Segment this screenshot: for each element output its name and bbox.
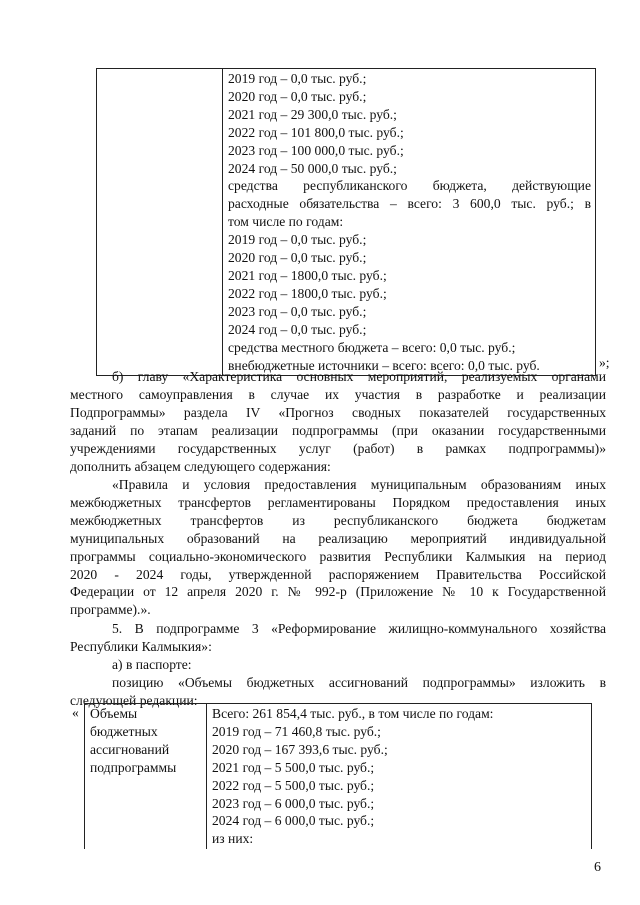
paragraph-5 bbox=[70, 620, 606, 656]
quoted-line: программы социально-экономического развития Республики Калмыкия на период bbox=[70, 548, 606, 564]
paragraph-position-line: позицию «Объемы бюджетных ассигнований подпрограммы» изложить в bbox=[112, 675, 606, 690]
paragraph-b-line: учреждениями государственных услуг (работ) в рамках подпрограммы)» bbox=[70, 440, 606, 456]
table2-line: 2022 год – 5 500,0 тыс. руб.; bbox=[212, 777, 375, 793]
table1-line: том числе по годам: bbox=[228, 214, 344, 230]
table1-line: 2019 год – 0,0 тыс. руб.; bbox=[228, 232, 367, 248]
table1-closing-quote: »; bbox=[599, 355, 610, 370]
quoted-line: программе).». bbox=[70, 602, 151, 618]
paragraph-b-line: местного самоуправления в случае их участия в разработке и реализации bbox=[70, 386, 606, 402]
table1-line: 2020 год – 0,0 тыс. руб.; bbox=[228, 250, 367, 266]
quoted-line: Федерации от 12 апреля 2020 г. № 992-р (Приложение № 10 к Государственной bbox=[70, 584, 606, 600]
page-number: 6 bbox=[594, 860, 601, 875]
quoted-line: межбюджетных трансфертов регламентированы Порядком предоставления иных bbox=[70, 494, 606, 510]
table1-line: средства республиканского бюджета, действующие bbox=[228, 178, 591, 194]
paragraph-b-line: дополнить абзацем следующего содержания: bbox=[70, 458, 331, 474]
table1-line: 2023 год – 100 000,0 тыс. руб.; bbox=[228, 142, 404, 158]
paragraph-a bbox=[70, 656, 606, 674]
paragraph-b-line: б) главу «Характеристика основных мероприятий, реализуемых органами bbox=[112, 369, 606, 384]
paragraph-position-line: следующей редакции: bbox=[70, 692, 198, 708]
table2-line: 2019 год – 71 460,8 тыс. руб.; bbox=[212, 723, 381, 739]
paragraph-b-line: Подпрограммы» раздела IV «Прогноз сводных показателей государственных bbox=[70, 404, 606, 420]
table2-label-line: бюджетных bbox=[90, 723, 158, 739]
table2-line: Всего: 261 854,4 тыс. руб., в том числе по годам: bbox=[212, 706, 494, 721]
table2-label-line: ассигнований bbox=[90, 741, 170, 757]
paragraph-b-line: заданий по этапам реализации подпрограммы (при оказании государственными bbox=[70, 422, 606, 438]
table1-line: 2024 год – 0,0 тыс. руб.; bbox=[228, 321, 367, 337]
paragraph-5-line: 5. В подпрограмме 3 «Реформирование жилищно-коммунального хозяйства bbox=[112, 621, 606, 636]
table2-line: из них: bbox=[212, 831, 254, 847]
quoted-line: межбюджетных трансфертов из республиканского бюджета бюджетам bbox=[70, 512, 606, 528]
table1-line: 2021 год – 1800,0 тыс. руб.; bbox=[228, 267, 387, 283]
paragraph-b bbox=[70, 368, 606, 475]
table2-line: 2021 год – 5 500,0 тыс. руб.; bbox=[212, 759, 375, 775]
table1-line: 2020 год – 0,0 тыс. руб.; bbox=[228, 88, 367, 104]
table1-line: 2024 год – 50 000,0 тыс. руб.; bbox=[228, 160, 397, 176]
table1-line: 2022 год – 101 800,0 тыс. руб.; bbox=[228, 124, 404, 140]
table2-opening-quote: « bbox=[72, 705, 79, 720]
table2-label-line: подпрограммы bbox=[90, 759, 177, 775]
table2-line: 2024 год – 6 000,0 тыс. руб.; bbox=[212, 813, 375, 829]
table2-label-line: Объемы bbox=[90, 706, 138, 721]
quoted-line: 2020 - 2024 годы, утвержденной распоряжением Правительства Российской bbox=[70, 566, 606, 582]
table1-line: 2022 год – 1800,0 тыс. руб.; bbox=[228, 285, 387, 301]
table2-value-cell bbox=[207, 704, 592, 850]
paragraph-a-line: а) в паспорте: bbox=[112, 657, 192, 672]
table1-value-cell bbox=[223, 69, 596, 376]
table1-line: внебюджетные источники – всего: всего: 0,0 тыс. руб. bbox=[228, 357, 540, 373]
quoted-line: муниципальных образований на реализацию мероприятий индивидуальной bbox=[70, 530, 606, 546]
table1-line: 2023 год – 0,0 тыс. руб.; bbox=[228, 303, 367, 319]
table1-line: 2021 год – 29 300,0 тыс. руб.; bbox=[228, 106, 397, 122]
table1-label-cell bbox=[97, 69, 223, 376]
budget-allocation-table bbox=[84, 703, 592, 849]
table2-label-cell bbox=[85, 704, 207, 850]
table1-line: расходные обязательства – всего: 3 600,0 тыс. руб.; в bbox=[228, 196, 591, 212]
table2-line: 2020 год – 167 393,6 тыс. руб.; bbox=[212, 741, 388, 757]
table1-line: средства местного бюджета – всего: 0,0 тыс. руб.; bbox=[228, 339, 516, 355]
table1-line: 2019 год – 0,0 тыс. руб.; bbox=[228, 71, 367, 86]
quoted-line: «Правила и условия предоставления муниципальным образованиям иных bbox=[112, 477, 606, 492]
table2-line: 2023 год – 6 000,0 тыс. руб.; bbox=[212, 795, 375, 811]
paragraph-5-line: Республики Калмыкия»: bbox=[70, 638, 212, 654]
paragraph-quoted-rules bbox=[70, 476, 606, 619]
budget-table-continuation bbox=[96, 68, 596, 376]
